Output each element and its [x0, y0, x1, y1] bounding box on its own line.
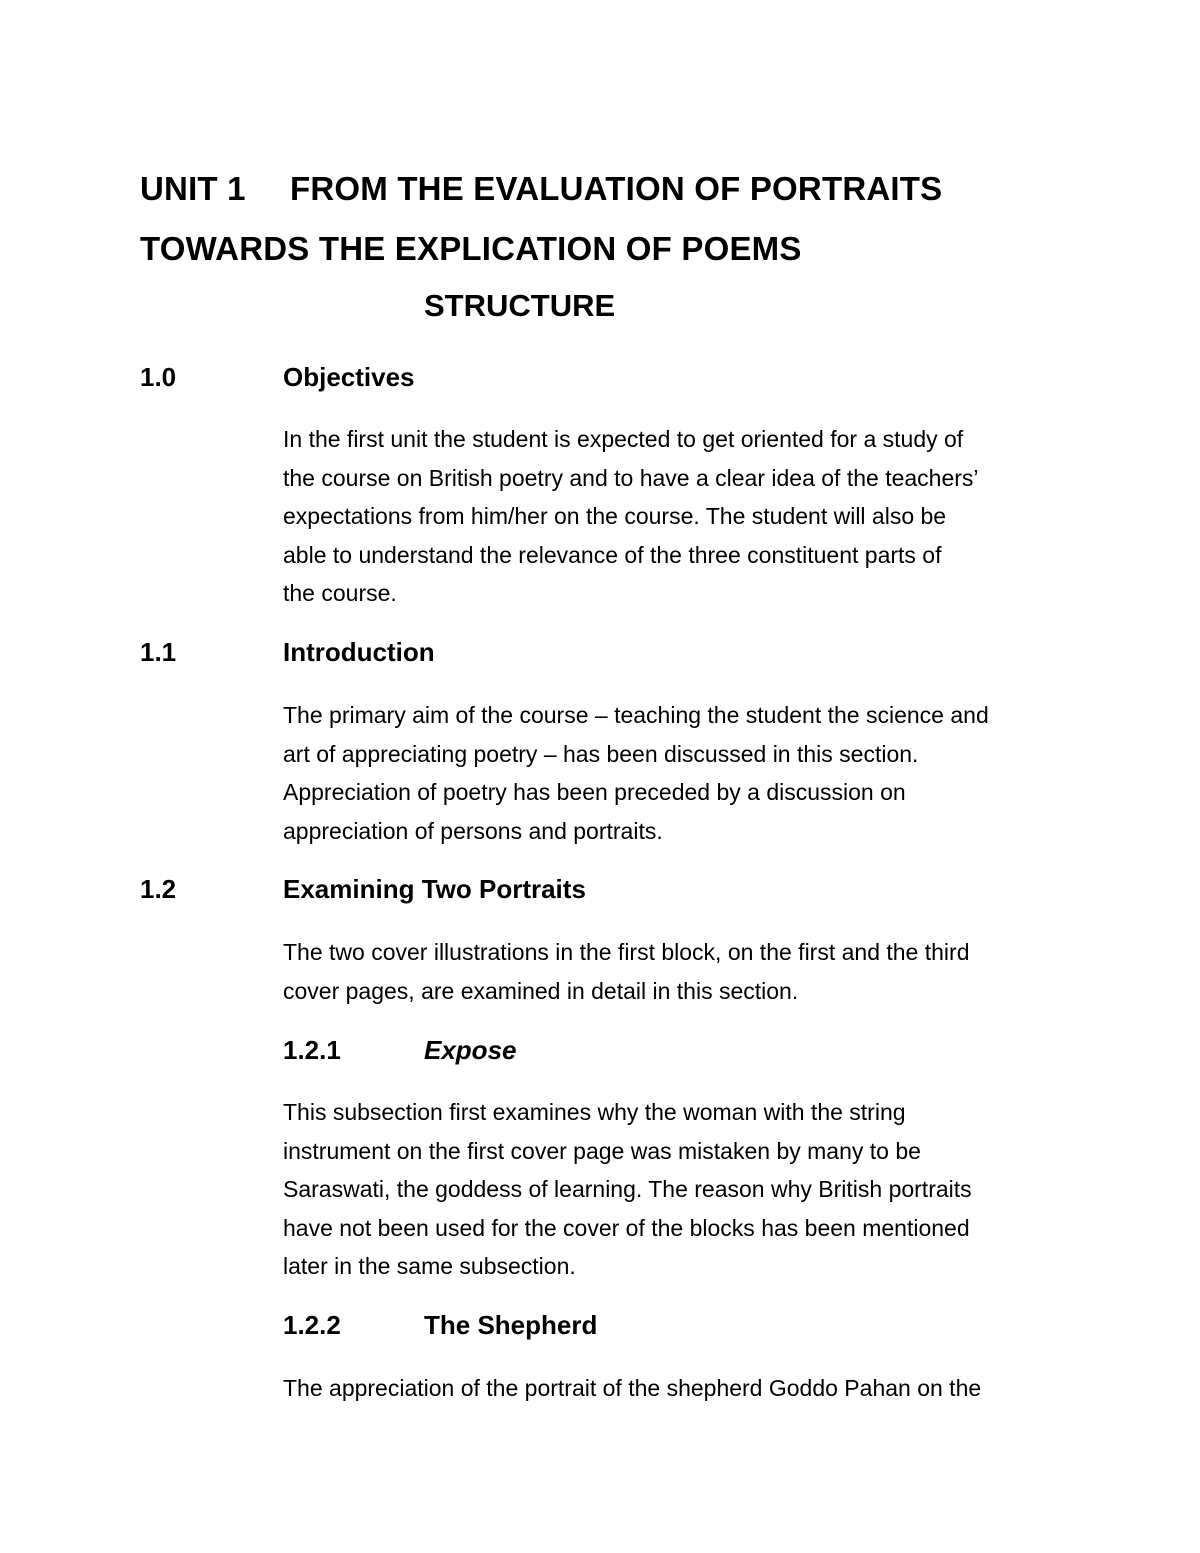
unit-title-line-2: TOWARDS THE EXPLICATION OF POEMS — [140, 230, 802, 267]
subsection-title: The Shepherd — [424, 1310, 598, 1340]
subsection-number: 1.2.1 — [283, 1035, 341, 1065]
paragraph-line: instrument on the first cover page was mistaken by many to be — [283, 1137, 921, 1164]
paragraph-line: appreciation of persons and portraits. — [283, 817, 663, 844]
paragraph-line: expectations from him/her on the course. The student will also be — [283, 503, 947, 529]
subsection-paragraph — [283, 1369, 1073, 1408]
section-title: Introduction — [283, 637, 435, 667]
paragraph-line: The two cover illustrations in the first block, on the first and the third — [283, 939, 970, 965]
paragraph-line: have not been used for the cover of the blocks has been mentioned — [283, 1214, 970, 1241]
section-number: 1.1 — [140, 637, 177, 667]
subsection-number: 1.2.2 — [283, 1310, 341, 1340]
section-number: 1.0 — [140, 362, 177, 392]
paragraph-line: The appreciation of the portrait of the shepherd Goddo Pahan on the — [283, 1375, 982, 1401]
section-paragraph — [283, 420, 1073, 613]
structure-heading: STRUCTURE — [424, 288, 616, 323]
paragraph-line: This subsection first examines why the woman with the string — [283, 1099, 906, 1125]
paragraph-line: Saraswati, the goddess of learning. The reason why British portraits — [283, 1176, 972, 1202]
section-number: 1.2 — [140, 874, 177, 904]
paragraph-line: the course on British poetry and to have a clear idea of the teachers’ — [283, 464, 979, 491]
paragraph-line: art of appreciating poetry – has been discussed in this section. — [283, 740, 919, 767]
paragraph-line: In the first unit the student is expected to get oriented for a study of — [283, 426, 964, 452]
paragraph-line: The primary aim of the course – teaching the student the science and — [283, 702, 989, 728]
paragraph-line: cover pages, are examined in detail in this section. — [283, 977, 799, 1004]
unit-title-text: FROM THE EVALUATION OF PORTRAITS — [290, 170, 943, 207]
paragraph-line: Appreciation of poetry has been preceded by a discussion on — [283, 779, 906, 805]
unit-number: UNIT 1 — [140, 170, 246, 207]
paragraph-line: later in the same subsection. — [283, 1253, 576, 1279]
subsection-title: Expose — [424, 1035, 517, 1065]
paragraph-line: the course. — [283, 580, 397, 606]
subsection-paragraph — [283, 1093, 1073, 1286]
paragraph-line: able to understand the relevance of the three constituent parts of — [283, 541, 942, 568]
section-title: Examining Two Portraits — [283, 874, 586, 904]
unit-title-line-1 — [140, 170, 942, 208]
section-title: Objectives — [283, 362, 415, 392]
section-paragraph — [283, 933, 1073, 1010]
section-paragraph — [283, 696, 1073, 850]
